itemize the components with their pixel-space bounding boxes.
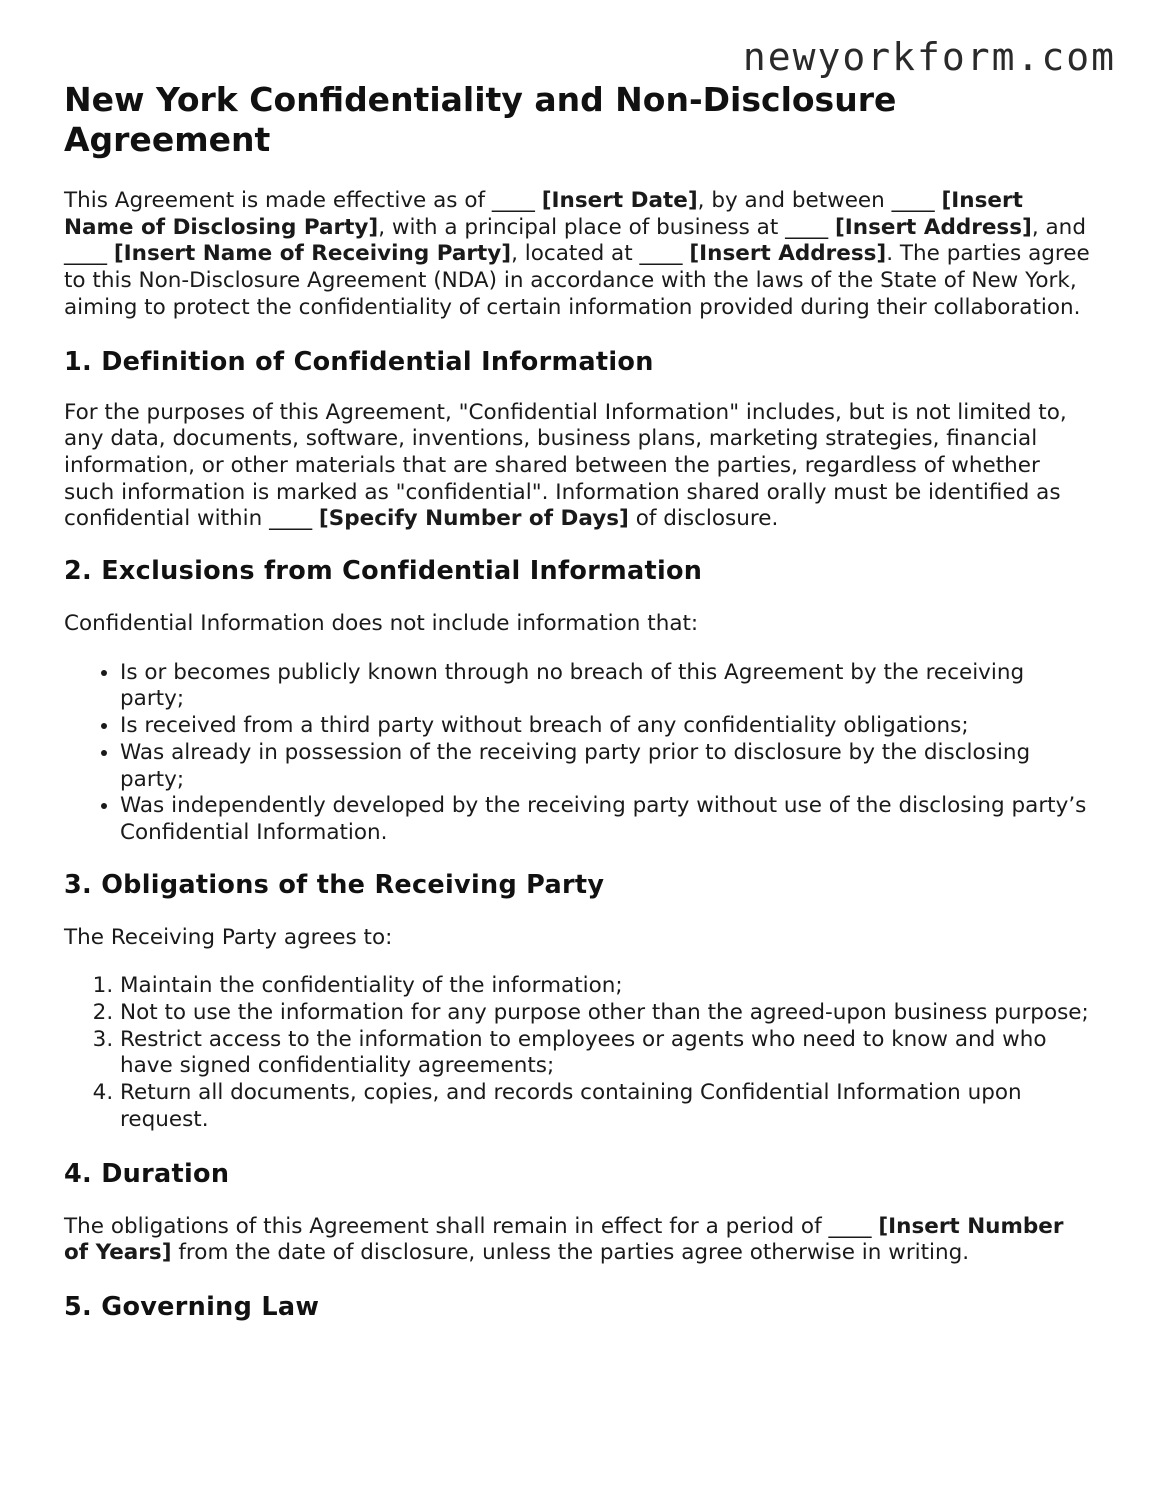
- list-item: 4. Return all documents, copies, and records containing Confidential Information upon request.: [120, 1080, 1094, 1133]
- placeholder-years: [Insert Number of Years]: [64, 1213, 1064, 1266]
- intro-text: , by and between ____: [697, 188, 942, 213]
- section-heading: 1. Definition of Confidential Information: [64, 346, 654, 377]
- list-item: 2. Not to use the information for any purpose other than the agreed-upon business purpose;: [120, 1000, 1094, 1027]
- section-lead: Confidential Information does not include information that:: [64, 611, 699, 637]
- placeholder-disclosing-party: [Insert Name of Disclosing Party]: [64, 188, 1023, 240]
- intro-text: , located at ____: [511, 241, 690, 267]
- document-title: New York Confidentiality and Non-Disclosure Agreement: [64, 80, 897, 159]
- section-heading: 2. Exclusions from Confidential Information: [64, 556, 703, 587]
- intro-text: , and ____: [64, 214, 1086, 267]
- agreement-document: [64, 80, 1094, 1323]
- list-item: • Is or becomes publicly known through no breach of this Agreement by the receiving party;: [120, 660, 1094, 713]
- section-heading: 5. Governing Law: [64, 1291, 320, 1322]
- paragraph-text: The obligations of this Agreement shall remain in effect for a period of ____: [64, 1213, 879, 1239]
- paragraph-text: from the date of disclosure, unless the parties agree otherwise in writing.: [171, 1240, 970, 1266]
- section-heading: 4. Duration: [64, 1158, 230, 1189]
- site-watermark: newyorkform.com: [742, 35, 1116, 79]
- section-heading: 3. Obligations of the Receiving Party: [64, 869, 605, 900]
- intro-text: , with a principal place of business at ____: [378, 214, 835, 240]
- section-lead: The Receiving Party agrees to:: [64, 924, 393, 950]
- list-item: • Is received from a third party without breach of any confidentiality obligations;: [120, 713, 1094, 740]
- placeholder-address: [Insert Address]: [834, 214, 1032, 240]
- intro-text: . The parties agree to this Non-Disclosure Agreement (NDA) in accordance with the laws of the State of New York, aiming to protect the confidentiality of certain information provided during their collaboration.: [64, 241, 1090, 320]
- obligations-list: [64, 973, 1094, 1133]
- exclusions-list: [64, 660, 1094, 847]
- intro-paragraph: [64, 188, 1094, 322]
- paragraph-text: of disclosure.: [628, 506, 779, 532]
- section-paragraph: [64, 1214, 1094, 1267]
- list-item: • Was already in possession of the receiving party prior to disclosure by the disclosing party;: [120, 740, 1094, 793]
- list-item: 1. Maintain the confidentiality of the information;: [120, 973, 1094, 1000]
- list-item: • Was independently developed by the receiving party without use of the disclosing party’s Confidential Information.: [120, 793, 1094, 846]
- placeholder-receiving-party: [Insert Name of Receiving Party]: [113, 241, 512, 267]
- placeholder-address: [Insert Address]: [689, 241, 887, 267]
- paragraph-text: For the purposes of this Agreement, "Confidential Information" includes, but is not limited to, any data, documents, software, inventions, business plans, marketing strategies, financial information, or other materials that are shared between the parties, regardless of whether such information is marked as "confidential". Information shared orally must be identified as confidential within ____: [64, 399, 1067, 532]
- placeholder-days: [Specify Number of Days]: [318, 506, 629, 532]
- placeholder-date: [Insert Date]: [541, 188, 698, 213]
- intro-text: This Agreement is made effective as of ____: [64, 188, 542, 213]
- list-item: 3. Restrict access to the information to employees or agents who need to know and who have signed confidentiality agreements;: [120, 1027, 1094, 1080]
- section-paragraph: [64, 400, 1094, 534]
